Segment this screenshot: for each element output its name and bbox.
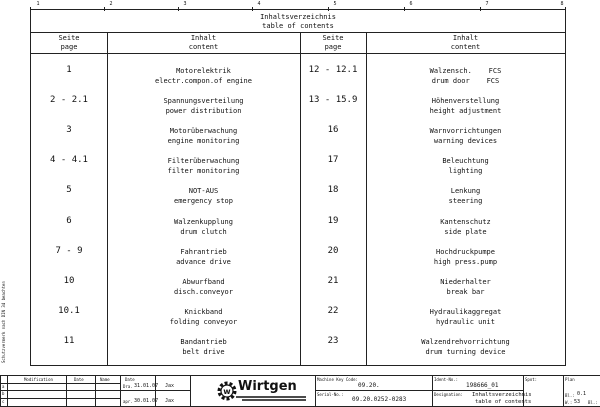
page-header-en: page	[324, 43, 342, 51]
toc-entry-en: steering	[448, 197, 483, 205]
toc-entry-en: filter monitoring	[167, 167, 240, 175]
toc-entry-de: Walzendrehvorrichtung	[421, 338, 510, 346]
machine-type-label: Machine Key Code:	[317, 377, 358, 382]
toc-page-number: 10.1	[58, 306, 80, 316]
ruler-number: 1	[36, 1, 40, 7]
designation-de: Inhaltsverzeichnis	[472, 392, 532, 398]
content-header-en: content	[188, 43, 219, 51]
content-header-de: Inhalt	[190, 34, 217, 42]
toc-page-number: 2 - 2.1	[50, 95, 88, 105]
wirtgen-logo	[216, 379, 308, 403]
toc-page-number: 10	[63, 276, 75, 286]
toc-entry-en: height adjustment	[429, 107, 502, 115]
toc-page-number: 7 - 9	[55, 246, 83, 256]
toc-entry-en: emergency stop	[173, 197, 233, 205]
ruler-number: 3	[183, 1, 187, 7]
toc-entry-de: Niederhalter	[440, 278, 491, 286]
page-header-en: page	[60, 43, 78, 51]
toc-page-number: 16	[327, 125, 339, 135]
page-header-de: Seite	[58, 34, 80, 42]
toc-entry-en: drum door FCS	[431, 77, 500, 85]
sheet-label: Bl.:	[565, 393, 575, 398]
sheet-value: 0.1	[577, 391, 587, 397]
modification-label: Modification	[24, 377, 53, 382]
toc-entry-en: high press.pump	[433, 258, 498, 266]
approved-date: 30.01.07	[134, 398, 159, 404]
logo-wordmark: Wirtgen	[238, 379, 297, 394]
ruler-number: 4	[257, 1, 261, 7]
name-label: Name	[100, 377, 110, 382]
toc-frame	[30, 9, 566, 366]
revision-row-letter: b	[2, 391, 5, 396]
toc-entry-en: side plate	[444, 228, 487, 236]
serial-label: Serial-No.:	[317, 392, 344, 397]
toc-entry-de: Kantenschutz	[440, 218, 491, 226]
designation-label: Designation:	[434, 392, 463, 397]
toc-entry-de: Fahrantrieb	[180, 248, 227, 256]
toc-entry-de: Filterüberwachung	[167, 157, 240, 165]
toc-entry-en: drum clutch	[180, 228, 227, 236]
toc-entry-en: warning devices	[433, 137, 498, 145]
drawn-tag: Dra.	[123, 384, 133, 389]
toc-entry-en: disch.conveyor	[173, 288, 233, 296]
revision-row-letter: a	[2, 384, 5, 389]
spot-label: Spot:	[525, 377, 538, 382]
toc-page-number: 23	[327, 336, 339, 346]
toc-page-number: 4 - 4.1	[50, 155, 88, 165]
approved-tag: apr.	[123, 399, 133, 404]
toc-entry-de: Beleuchtung	[442, 157, 489, 165]
toc-entry-en: engine monitoring	[167, 137, 240, 145]
toc-entry-en: folding conveyor	[169, 318, 238, 326]
toc-entry-en: break bar	[446, 288, 485, 296]
toc-title-en: table of contents	[262, 22, 334, 30]
toc-page-number: 3	[66, 125, 72, 135]
toc-entry-en: hydraulic unit	[435, 318, 495, 326]
toc-page-number: 12 - 12.1	[308, 65, 358, 75]
toc-entry-de: Walzensch. FCS	[429, 67, 502, 75]
designation-en: table of contents	[475, 399, 532, 405]
toc-page-number: 1	[66, 65, 72, 75]
serial-value: 09.20.0252-0283	[352, 396, 407, 403]
toc-page-number: 22	[327, 306, 339, 316]
toc-entry-de: Knickband	[184, 308, 223, 316]
toc-entry-de: Motorelektrik	[176, 67, 231, 75]
toc-page-number: 19	[327, 216, 339, 226]
toc-entry-de: Abwurfband	[182, 278, 225, 286]
toc-entry-en: power distribution	[165, 107, 242, 115]
toc-entry-de: Höhenverstellung	[431, 97, 500, 105]
toc-entry-de: NOT-AUS	[188, 187, 219, 195]
svg-text:w: w	[223, 387, 231, 396]
toc-entry-en: lighting	[448, 167, 483, 175]
row-date-label: Date	[125, 377, 135, 382]
gear-icon	[216, 380, 238, 402]
toc-entry-de: Lenkung	[450, 187, 481, 195]
toc-entry-de: Bandantrieb	[180, 338, 227, 346]
ruler-number: 5	[333, 1, 337, 7]
toc-page-number: 6	[66, 216, 72, 226]
toc-page-number: 20	[327, 246, 339, 256]
toc-entry-en: belt drive	[182, 348, 225, 356]
revision-row-letter: c	[2, 399, 5, 404]
date-label: Date	[74, 377, 84, 382]
toc-entry-en: electr.compon.of engine	[155, 77, 252, 85]
toc-page-number: 18	[327, 185, 339, 195]
machine-type-value: 09.20.	[358, 382, 380, 389]
ident-value: 198666_01	[466, 382, 499, 389]
content-header-en: content	[450, 43, 481, 51]
toc-page-number: 5	[66, 185, 72, 195]
ruler-number: 2	[109, 1, 113, 7]
content-header-de: Inhalt	[452, 34, 479, 42]
plan-label: Plan	[565, 377, 575, 382]
sheet2-label: Bl.:	[588, 400, 598, 405]
toc-entry-de: Spannungsverteilung	[163, 97, 244, 105]
toc-page-number: 11	[63, 336, 75, 346]
toc-page-number: 17	[327, 155, 339, 165]
ruler-number: 7	[485, 1, 489, 7]
toc-entry-en: advance drive	[176, 258, 231, 266]
toc-page-number: 13 - 15.9	[308, 95, 358, 105]
page-header-de: Seite	[322, 34, 344, 42]
toc-page-number: 21	[327, 276, 339, 286]
toc-entry-de: Hochdruckpumpe	[435, 248, 495, 256]
ruler-number: 8	[560, 1, 564, 7]
drawn-date: 31.01.07	[134, 383, 159, 389]
drawn-name: Jax	[165, 383, 175, 389]
toc-entry-de: Walzenkupplung	[173, 218, 233, 226]
toc-entry-de: Hydraulikaggregat	[429, 308, 502, 316]
logo-stripes-icon	[236, 395, 306, 403]
w-label: W.:	[565, 400, 573, 405]
toc-title-de: Inhaltsverzeichnis	[260, 13, 336, 21]
approved-name: Jax	[165, 398, 175, 404]
toc-entry-de: Warnvorrichtungen	[429, 127, 502, 135]
w-value: 53	[574, 399, 581, 405]
title-block	[0, 375, 600, 407]
toc-entry-en: drum turning device	[425, 348, 506, 356]
protection-notice: Schutzvermerk nach DIN 34 beachten	[1, 281, 6, 363]
toc-entry-de: Motorüberwachung	[169, 127, 238, 135]
ident-label: Ident-No.:	[434, 377, 459, 382]
ruler-number: 6	[409, 1, 413, 7]
